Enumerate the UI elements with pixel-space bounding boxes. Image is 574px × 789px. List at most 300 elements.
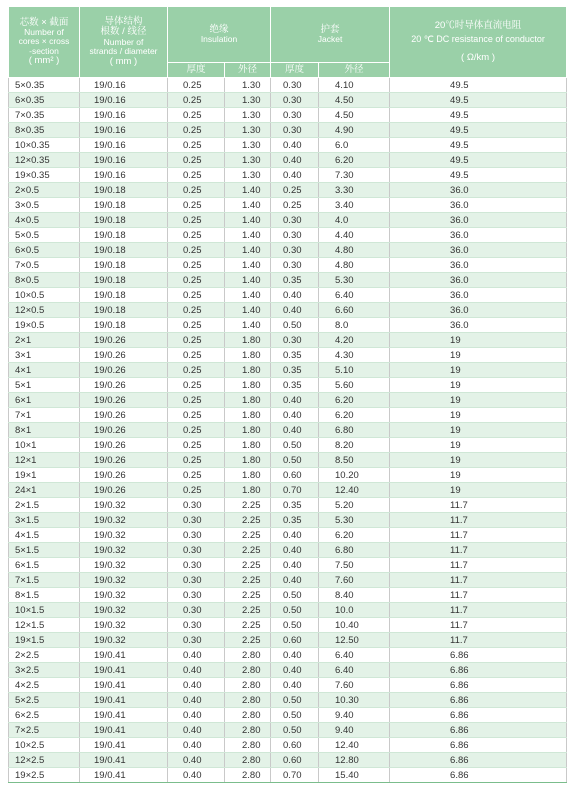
cell-cores-section: 19×1.5 [9, 633, 80, 648]
cell-dc-resistance: 11.7 [390, 573, 567, 588]
cell-insulation-od: 1.40 [225, 273, 271, 288]
cell-cores-section: 5×2.5 [9, 693, 80, 708]
cell-insulation-od: 1.40 [225, 243, 271, 258]
cell-dc-resistance: 49.5 [390, 78, 567, 93]
cell-jacket-od: 12.40 [319, 738, 390, 753]
header-jacket-thickness: 厚度 [271, 63, 319, 78]
table-row [9, 768, 567, 783]
cell-cores-section: 7×0.5 [9, 258, 80, 273]
cell-jacket-thickness: 0.40 [271, 663, 319, 678]
cell-jacket-od: 8.50 [319, 453, 390, 468]
cell-cores-section: 5×0.5 [9, 228, 80, 243]
cell-jacket-od: 6.20 [319, 153, 390, 168]
cell-insulation-thickness: 0.30 [168, 528, 225, 543]
cell-insulation-od: 2.25 [225, 588, 271, 603]
cell-jacket-od: 4.30 [319, 348, 390, 363]
cell-insulation-od: 2.25 [225, 543, 271, 558]
cell-strands-diameter: 19/0.41 [80, 768, 168, 783]
cell-cores-section: 6×1 [9, 393, 80, 408]
header-insulation-od: 外径 [225, 63, 271, 78]
cell-jacket-thickness: 0.50 [271, 588, 319, 603]
cell-dc-resistance: 11.7 [390, 513, 567, 528]
cell-strands-diameter: 19/0.32 [80, 498, 168, 513]
cell-insulation-od: 1.80 [225, 378, 271, 393]
cell-dc-resistance: 11.7 [390, 618, 567, 633]
cell-insulation-od: 1.40 [225, 303, 271, 318]
table-row [9, 528, 567, 543]
cell-insulation-od: 1.30 [225, 138, 271, 153]
cell-insulation-thickness: 0.40 [168, 768, 225, 783]
table-body [9, 78, 567, 783]
cell-cores-section: 2×1 [9, 333, 80, 348]
cell-jacket-od: 4.20 [319, 333, 390, 348]
table-row [9, 378, 567, 393]
cell-dc-resistance: 49.5 [390, 168, 567, 183]
cell-dc-resistance: 19 [390, 378, 567, 393]
cell-dc-resistance: 11.7 [390, 558, 567, 573]
cell-dc-resistance: 19 [390, 363, 567, 378]
cell-jacket-od: 7.50 [319, 558, 390, 573]
cell-insulation-thickness: 0.25 [168, 453, 225, 468]
cell-jacket-thickness: 0.35 [271, 348, 319, 363]
cell-jacket-thickness: 0.30 [271, 333, 319, 348]
cell-insulation-thickness: 0.25 [168, 483, 225, 498]
cell-dc-resistance: 36.0 [390, 183, 567, 198]
cell-jacket-od: 8.0 [319, 318, 390, 333]
cell-insulation-od: 1.40 [225, 198, 271, 213]
cell-jacket-od: 5.30 [319, 273, 390, 288]
cell-insulation-od: 1.30 [225, 153, 271, 168]
cell-cores-section: 5×1 [9, 378, 80, 393]
cell-jacket-od: 7.60 [319, 678, 390, 693]
cell-insulation-od: 1.80 [225, 453, 271, 468]
cell-strands-diameter: 19/0.18 [80, 258, 168, 273]
table-row [9, 123, 567, 138]
cell-strands-diameter: 19/0.18 [80, 228, 168, 243]
cell-dc-resistance: 49.5 [390, 123, 567, 138]
table-row [9, 483, 567, 498]
cell-strands-diameter: 19/0.16 [80, 168, 168, 183]
cell-dc-resistance: 6.86 [390, 768, 567, 783]
cell-insulation-od: 1.80 [225, 408, 271, 423]
cell-insulation-od: 2.25 [225, 498, 271, 513]
header-strands-en-1: Number of [103, 36, 144, 47]
cell-cores-section: 7×1.5 [9, 573, 80, 588]
cell-insulation-thickness: 0.40 [168, 738, 225, 753]
cell-jacket-thickness: 0.40 [271, 558, 319, 573]
cell-cores-section: 10×1 [9, 438, 80, 453]
cell-strands-diameter: 19/0.26 [80, 483, 168, 498]
cell-insulation-od: 2.25 [225, 513, 271, 528]
cell-jacket-thickness: 0.60 [271, 753, 319, 768]
cell-dc-resistance: 49.5 [390, 153, 567, 168]
cell-dc-resistance: 6.86 [390, 753, 567, 768]
cell-cores-section: 6×1.5 [9, 558, 80, 573]
cell-jacket-od: 3.40 [319, 198, 390, 213]
cell-cores-section: 19×0.35 [9, 168, 80, 183]
cell-jacket-od: 4.50 [319, 93, 390, 108]
cell-cores-section: 4×1 [9, 363, 80, 378]
cell-jacket-thickness: 0.35 [271, 378, 319, 393]
cell-insulation-thickness: 0.30 [168, 558, 225, 573]
table-row [9, 348, 567, 363]
cell-jacket-od: 5.20 [319, 498, 390, 513]
cell-cores-section: 3×1 [9, 348, 80, 363]
header-cores-en-3: -section [29, 45, 59, 56]
cell-jacket-thickness: 0.35 [271, 513, 319, 528]
cell-jacket-od: 15.40 [319, 768, 390, 783]
cell-strands-diameter: 19/0.16 [80, 108, 168, 123]
table-row [9, 468, 567, 483]
cell-cores-section: 8×1.5 [9, 588, 80, 603]
cell-dc-resistance: 36.0 [390, 273, 567, 288]
cell-jacket-od: 10.20 [319, 468, 390, 483]
cell-jacket-od: 9.40 [319, 708, 390, 723]
cell-strands-diameter: 19/0.16 [80, 93, 168, 108]
cell-jacket-thickness: 0.40 [271, 408, 319, 423]
cell-jacket-thickness: 0.40 [271, 648, 319, 663]
cell-jacket-od: 8.20 [319, 438, 390, 453]
cell-insulation-od: 2.25 [225, 633, 271, 648]
header-dc-resistance [390, 7, 567, 78]
cable-spec-table [8, 6, 567, 783]
cell-cores-section: 10×0.35 [9, 138, 80, 153]
cell-dc-resistance: 6.86 [390, 738, 567, 753]
cell-strands-diameter: 19/0.18 [80, 273, 168, 288]
cell-jacket-od: 6.20 [319, 393, 390, 408]
cell-insulation-thickness: 0.25 [168, 258, 225, 273]
cell-insulation-thickness: 0.25 [168, 243, 225, 258]
cell-jacket-thickness: 0.25 [271, 198, 319, 213]
cell-jacket-od: 4.80 [319, 258, 390, 273]
cell-cores-section: 12×1.5 [9, 618, 80, 633]
table-row [9, 108, 567, 123]
cell-jacket-thickness: 0.30 [271, 93, 319, 108]
header-jacket-en: Jacket [317, 34, 343, 45]
cell-insulation-od: 1.80 [225, 423, 271, 438]
cell-jacket-thickness: 0.40 [271, 168, 319, 183]
cell-jacket-thickness: 0.40 [271, 303, 319, 318]
cell-jacket-thickness: 0.60 [271, 633, 319, 648]
table-row [9, 138, 567, 153]
cell-strands-diameter: 19/0.26 [80, 378, 168, 393]
cell-jacket-thickness: 0.70 [271, 483, 319, 498]
cell-insulation-thickness: 0.30 [168, 588, 225, 603]
cell-insulation-thickness: 0.25 [168, 93, 225, 108]
cell-insulation-od: 1.80 [225, 438, 271, 453]
table-row [9, 738, 567, 753]
cell-insulation-thickness: 0.25 [168, 273, 225, 288]
cell-strands-diameter: 19/0.18 [80, 213, 168, 228]
cell-dc-resistance: 6.86 [390, 723, 567, 738]
table-row [9, 663, 567, 678]
cell-insulation-thickness: 0.40 [168, 693, 225, 708]
table-row [9, 618, 567, 633]
cell-insulation-thickness: 0.25 [168, 213, 225, 228]
cell-strands-diameter: 19/0.32 [80, 603, 168, 618]
cell-insulation-thickness: 0.25 [168, 348, 225, 363]
cell-strands-diameter: 19/0.32 [80, 513, 168, 528]
cell-insulation-thickness: 0.30 [168, 543, 225, 558]
cell-jacket-od: 6.20 [319, 408, 390, 423]
cell-jacket-thickness: 0.40 [271, 678, 319, 693]
cell-insulation-thickness: 0.40 [168, 663, 225, 678]
cell-jacket-thickness: 0.60 [271, 738, 319, 753]
header-jacket [271, 7, 390, 63]
cell-dc-resistance: 36.0 [390, 258, 567, 273]
cell-cores-section: 2×2.5 [9, 648, 80, 663]
cell-strands-diameter: 19/0.18 [80, 303, 168, 318]
table-row [9, 288, 567, 303]
cell-strands-diameter: 19/0.16 [80, 123, 168, 138]
cell-strands-diameter: 19/0.18 [80, 318, 168, 333]
cell-dc-resistance: 6.86 [390, 693, 567, 708]
cell-insulation-od: 1.40 [225, 183, 271, 198]
cell-insulation-thickness: 0.40 [168, 753, 225, 768]
cell-jacket-thickness: 0.50 [271, 693, 319, 708]
cell-jacket-thickness: 0.40 [271, 573, 319, 588]
cell-jacket-thickness: 0.60 [271, 468, 319, 483]
cell-strands-diameter: 19/0.26 [80, 468, 168, 483]
cell-insulation-od: 1.40 [225, 258, 271, 273]
cell-insulation-thickness: 0.40 [168, 723, 225, 738]
cell-strands-diameter: 19/0.41 [80, 708, 168, 723]
cell-jacket-thickness: 0.30 [271, 243, 319, 258]
cell-dc-resistance: 49.5 [390, 108, 567, 123]
table-row [9, 513, 567, 528]
cell-cores-section: 4×2.5 [9, 678, 80, 693]
cell-dc-resistance: 36.0 [390, 303, 567, 318]
cell-dc-resistance: 36.0 [390, 288, 567, 303]
table-row [9, 693, 567, 708]
header-cores-en-2: cores × cross [18, 36, 70, 47]
cell-jacket-od: 6.80 [319, 543, 390, 558]
cell-insulation-thickness: 0.25 [168, 183, 225, 198]
cell-jacket-od: 9.40 [319, 723, 390, 738]
cell-insulation-thickness: 0.30 [168, 618, 225, 633]
cell-cores-section: 6×0.5 [9, 243, 80, 258]
cell-jacket-thickness: 0.30 [271, 228, 319, 243]
cell-insulation-thickness: 0.30 [168, 573, 225, 588]
cell-jacket-thickness: 0.40 [271, 543, 319, 558]
cell-cores-section: 3×2.5 [9, 663, 80, 678]
cable-spec-table-container [8, 6, 566, 783]
cell-insulation-thickness: 0.25 [168, 468, 225, 483]
cell-jacket-od: 5.60 [319, 378, 390, 393]
cell-jacket-od: 6.60 [319, 303, 390, 318]
cell-jacket-thickness: 0.50 [271, 618, 319, 633]
cell-insulation-thickness: 0.25 [168, 363, 225, 378]
header-resistance-en: 20 ℃ DC resistance of conductor [411, 34, 545, 45]
cell-cores-section: 12×2.5 [9, 753, 80, 768]
header-strands-cn-1: 导体结构 [104, 16, 143, 27]
table-row [9, 723, 567, 738]
cell-jacket-thickness: 0.50 [271, 603, 319, 618]
cell-insulation-od: 2.80 [225, 753, 271, 768]
cell-jacket-thickness: 0.40 [271, 528, 319, 543]
cell-dc-resistance: 36.0 [390, 228, 567, 243]
cell-strands-diameter: 19/0.32 [80, 618, 168, 633]
table-row [9, 333, 567, 348]
cell-jacket-od: 6.40 [319, 288, 390, 303]
cell-cores-section: 10×0.5 [9, 288, 80, 303]
cell-insulation-thickness: 0.25 [168, 138, 225, 153]
cell-jacket-od: 12.40 [319, 483, 390, 498]
cell-insulation-thickness: 0.25 [168, 123, 225, 138]
cell-insulation-od: 1.80 [225, 468, 271, 483]
table-row [9, 198, 567, 213]
table-row [9, 498, 567, 513]
cell-jacket-od: 4.80 [319, 243, 390, 258]
cell-jacket-od: 6.40 [319, 663, 390, 678]
cell-jacket-od: 12.80 [319, 753, 390, 768]
cell-insulation-thickness: 0.30 [168, 603, 225, 618]
cell-insulation-od: 2.80 [225, 768, 271, 783]
cell-dc-resistance: 6.86 [390, 708, 567, 723]
cell-cores-section: 19×0.5 [9, 318, 80, 333]
cell-strands-diameter: 19/0.32 [80, 633, 168, 648]
cell-dc-resistance: 36.0 [390, 213, 567, 228]
cell-insulation-od: 1.80 [225, 393, 271, 408]
table-row [9, 93, 567, 108]
table-row [9, 648, 567, 663]
cell-jacket-od: 3.30 [319, 183, 390, 198]
cell-jacket-od: 10.30 [319, 693, 390, 708]
cell-strands-diameter: 19/0.32 [80, 543, 168, 558]
table-row [9, 558, 567, 573]
cell-jacket-od: 4.90 [319, 123, 390, 138]
table-row [9, 633, 567, 648]
cell-insulation-od: 1.40 [225, 213, 271, 228]
header-jacket-od: 外径 [319, 63, 390, 78]
cell-jacket-thickness: 0.35 [271, 273, 319, 288]
cell-strands-diameter: 19/0.41 [80, 723, 168, 738]
cell-strands-diameter: 19/0.26 [80, 453, 168, 468]
cell-cores-section: 6×2.5 [9, 708, 80, 723]
header-resistance-cn: 20℃时导体直流电阻 [434, 19, 522, 31]
cell-insulation-thickness: 0.25 [168, 438, 225, 453]
cell-cores-section: 2×0.5 [9, 183, 80, 198]
cell-dc-resistance: 11.7 [390, 588, 567, 603]
cell-insulation-thickness: 0.25 [168, 198, 225, 213]
cell-insulation-thickness: 0.25 [168, 108, 225, 123]
cell-cores-section: 4×0.5 [9, 213, 80, 228]
cell-insulation-od: 1.80 [225, 483, 271, 498]
cell-strands-diameter: 19/0.41 [80, 678, 168, 693]
cell-insulation-thickness: 0.30 [168, 513, 225, 528]
cell-jacket-od: 5.10 [319, 363, 390, 378]
header-insulation-thickness: 厚度 [168, 63, 225, 78]
cell-strands-diameter: 19/0.26 [80, 333, 168, 348]
cell-dc-resistance: 36.0 [390, 318, 567, 333]
cell-strands-diameter: 19/0.41 [80, 663, 168, 678]
table-row [9, 273, 567, 288]
cell-strands-diameter: 19/0.26 [80, 408, 168, 423]
cell-dc-resistance: 6.86 [390, 663, 567, 678]
table-row [9, 408, 567, 423]
header-strands-en-2: strands / diameter [89, 46, 158, 57]
cell-cores-section: 2×1.5 [9, 498, 80, 513]
cell-insulation-od: 2.80 [225, 723, 271, 738]
cell-insulation-thickness: 0.25 [168, 393, 225, 408]
cell-strands-diameter: 19/0.16 [80, 138, 168, 153]
cell-jacket-od: 4.10 [319, 78, 390, 93]
cell-cores-section: 7×0.35 [9, 108, 80, 123]
cell-cores-section: 8×0.5 [9, 273, 80, 288]
table-row [9, 258, 567, 273]
cell-strands-diameter: 19/0.32 [80, 528, 168, 543]
cell-insulation-od: 2.80 [225, 708, 271, 723]
cell-dc-resistance: 19 [390, 423, 567, 438]
cell-jacket-thickness: 0.30 [271, 123, 319, 138]
cell-insulation-thickness: 0.25 [168, 318, 225, 333]
cell-jacket-thickness: 0.40 [271, 138, 319, 153]
cell-strands-diameter: 19/0.26 [80, 363, 168, 378]
cell-strands-diameter: 19/0.41 [80, 693, 168, 708]
header-insulation-en: Insulation [200, 34, 238, 45]
cell-insulation-thickness: 0.25 [168, 168, 225, 183]
cell-jacket-od: 6.40 [319, 648, 390, 663]
table-row [9, 438, 567, 453]
cell-jacket-thickness: 0.50 [271, 318, 319, 333]
header-jacket-cn: 护套 [320, 23, 340, 35]
table-row [9, 153, 567, 168]
cell-jacket-od: 4.40 [319, 228, 390, 243]
cell-strands-diameter: 19/0.18 [80, 183, 168, 198]
cell-cores-section: 8×1 [9, 423, 80, 438]
cell-jacket-thickness: 0.70 [271, 768, 319, 783]
cell-jacket-thickness: 0.40 [271, 423, 319, 438]
cell-insulation-od: 2.25 [225, 528, 271, 543]
cell-cores-section: 3×0.5 [9, 198, 80, 213]
cell-insulation-thickness: 0.25 [168, 78, 225, 93]
header-cores-cn: 芯数 × 截面 [19, 16, 69, 28]
cell-insulation-thickness: 0.25 [168, 408, 225, 423]
cell-insulation-od: 2.80 [225, 678, 271, 693]
cell-jacket-thickness: 0.50 [271, 708, 319, 723]
cell-dc-resistance: 19 [390, 468, 567, 483]
cell-cores-section: 8×0.35 [9, 123, 80, 138]
cell-cores-section: 12×0.35 [9, 153, 80, 168]
table-row [9, 78, 567, 93]
cell-jacket-thickness: 0.30 [271, 78, 319, 93]
cell-strands-diameter: 19/0.16 [80, 153, 168, 168]
cell-insulation-od: 1.40 [225, 228, 271, 243]
header-strands-diameter [80, 7, 168, 78]
cell-jacket-od: 8.40 [319, 588, 390, 603]
cell-cores-section: 12×0.5 [9, 303, 80, 318]
cell-cores-section: 10×2.5 [9, 738, 80, 753]
cell-insulation-od: 2.80 [225, 738, 271, 753]
cell-dc-resistance: 36.0 [390, 198, 567, 213]
cell-cores-section: 7×1 [9, 408, 80, 423]
cell-strands-diameter: 19/0.32 [80, 588, 168, 603]
header-resistance-unit: ( Ω/km ) [461, 51, 496, 63]
cell-dc-resistance: 11.7 [390, 633, 567, 648]
cell-insulation-thickness: 0.25 [168, 303, 225, 318]
cell-jacket-thickness: 0.50 [271, 438, 319, 453]
cell-jacket-thickness: 0.35 [271, 498, 319, 513]
table-row [9, 678, 567, 693]
cell-dc-resistance: 19 [390, 408, 567, 423]
cell-insulation-od: 1.40 [225, 318, 271, 333]
cell-jacket-thickness: 0.35 [271, 363, 319, 378]
cell-cores-section: 4×1.5 [9, 528, 80, 543]
cell-strands-diameter: 19/0.32 [80, 558, 168, 573]
cell-dc-resistance: 11.7 [390, 528, 567, 543]
header-strands-unit: ( mm ) [109, 55, 138, 67]
table-row [9, 588, 567, 603]
